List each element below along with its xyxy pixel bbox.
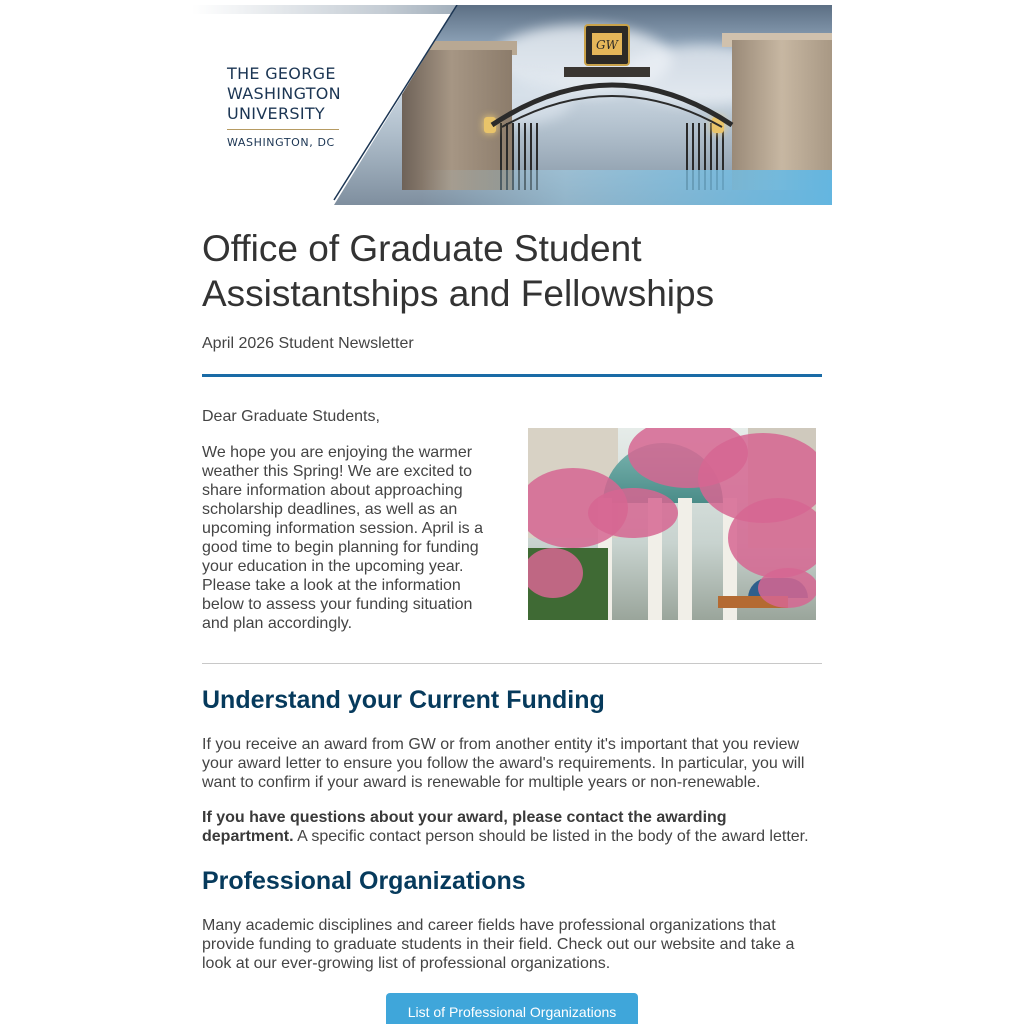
award-questions-paragraph (202, 808, 822, 846)
section-heading-funding: Understand your Current Funding (202, 686, 605, 714)
award-questions-text: A specific contact person should be listed in the body of the award letter. (293, 828, 809, 845)
logo-divider (227, 129, 339, 130)
section-heading-professional: Professional Organizations (202, 867, 526, 895)
funding-paragraph: If you receive an award from GW or from another entity it's important that you review your award letter to ensure you follow the award's requirements. In particular, you will want to confirm if your award is renewable for multiple years or non-renewable. (202, 736, 805, 791)
newsletter-date: April 2026 Student Newsletter (202, 335, 414, 352)
greeting: Dear Graduate Students, (202, 408, 380, 425)
intro-paragraph: We hope you are enjoying the warmer weather this Spring! We are excited to share information about approaching scholarship deadlines, as well as an upcoming information session. April is a good time to begin planning for funding your education in the upcoming year. Please take a look at the information below to assess your funding situation and plan accordingly. (202, 444, 484, 632)
section-divider (202, 663, 822, 664)
logo-text: UNIVERSITY (227, 104, 325, 123)
award-questions-bold: If you have questions about your award, please contact the awarding department. (202, 809, 727, 845)
title-divider (202, 374, 822, 377)
professional-organizations-button[interactable]: List of Professional Organizations (386, 993, 638, 1024)
page-title: Office of Graduate Student Assistantships and Fellowships (202, 228, 715, 314)
gwu-logo[interactable] (227, 64, 343, 149)
logo-location: WASHINGTON, DC (227, 136, 335, 149)
cherry-blossom-photo (528, 428, 816, 620)
professional-paragraph: Many academic disciplines and career fields have professional organizations that provide funding to graduate students in their field. Check out our website and take a look at our ever-growing list of professional organizations. (202, 917, 795, 972)
svg-text:GW: GW (596, 38, 618, 52)
logo-text: THE GEORGE (227, 64, 336, 83)
logo-text: WASHINGTON (227, 84, 341, 103)
